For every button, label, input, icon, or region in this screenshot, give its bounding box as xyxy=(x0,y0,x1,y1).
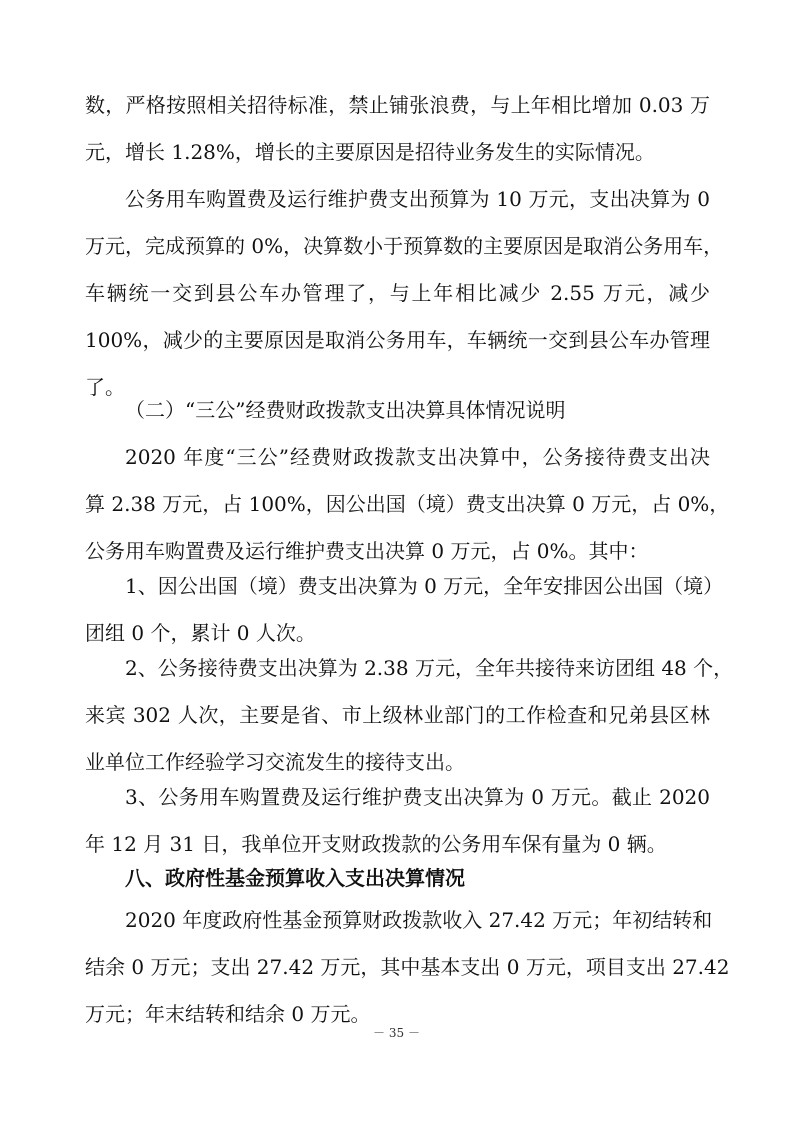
text-line: 100%，减少的主要原因是取消公务用车，车辆统一交到县公车办管理 xyxy=(85,328,710,352)
paragraph-continuation xyxy=(85,82,710,176)
text-line: 公务用车购置费及运行维护费支出预算为 10 万元，支出决算为 0 xyxy=(125,187,710,211)
text-line: 2020 年度“三公”经费财政拨款支出决算中，公务接待费支出决 xyxy=(125,445,710,469)
subsection-title xyxy=(85,387,710,434)
text-line: 车辆统一交到县公车办管理了，与上年相比减少 2.55 万元，减少 xyxy=(85,281,710,305)
text-line: 2、公务接待费支出决算为 2.38 万元，全年共接待来访团组 48 个， xyxy=(125,656,734,680)
text-line: 元，增长 1.28%，增长的主要原因是招待业务发生的实际情况。 xyxy=(85,140,655,164)
text-line: 团组 0 个，累计 0 人次。 xyxy=(85,621,316,645)
text-line: 1、因公出国（境）费支出决算为 0 万元，全年安排因公出国（境） xyxy=(125,574,724,598)
paragraph-summary xyxy=(85,434,730,575)
paragraph-government-fund xyxy=(85,897,730,1038)
section-heading: 八、政府性基金预算收入支出决算情况 xyxy=(125,866,465,890)
paragraph-item-2 xyxy=(85,645,734,786)
text-line: 万元，完成预算的 0%，决算数小于预算数的主要原因是取消公务用车， xyxy=(85,234,724,258)
page-number: － 35 － xyxy=(373,1026,420,1040)
paragraph-vehicle-expense xyxy=(85,176,724,411)
text-line: （二）“三公”经费财政拨款支出决算具体情况说明 xyxy=(125,398,566,422)
paragraph-item-1 xyxy=(85,563,724,657)
text-line: 公务用车购置费及运行维护费支出决算 0 万元，占 0%。其中： xyxy=(85,539,649,563)
text-line: 年 12 月 31 日，我单位开支财政拨款的公务用车保有量为 0 辆。 xyxy=(85,832,667,856)
text-line: 算 2.38 万元，占 100%，因公出国（境）费支出决算 0 万元，占 0%， xyxy=(85,492,730,516)
text-line: 来宾 302 人次，主要是省、市上级林业部门的工作检查和兄弟县区林 xyxy=(85,703,710,727)
text-line: 业单位工作经验学习交流发生的接待支出。 xyxy=(85,750,465,774)
paragraph-item-3 xyxy=(85,774,710,868)
text-line: 结余 0 万元；支出 27.42 万元，其中基本支出 0 万元，项目支出 27.42 xyxy=(85,955,730,979)
text-line: 了。 xyxy=(85,375,125,399)
text-line: 2020 年度政府性基金预算财政拨款收入 27.42 万元；年初结转和 xyxy=(125,908,713,932)
text-line: 3、公务用车购置费及运行维护费支出决算为 0 万元。截止 2020 xyxy=(125,785,710,809)
text-line: 万元；年末结转和结余 0 万元。 xyxy=(85,1002,371,1026)
text-line: 数，严格按照相关招待标准，禁止铺张浪费，与上年相比增加 0.03 万 xyxy=(85,93,710,117)
